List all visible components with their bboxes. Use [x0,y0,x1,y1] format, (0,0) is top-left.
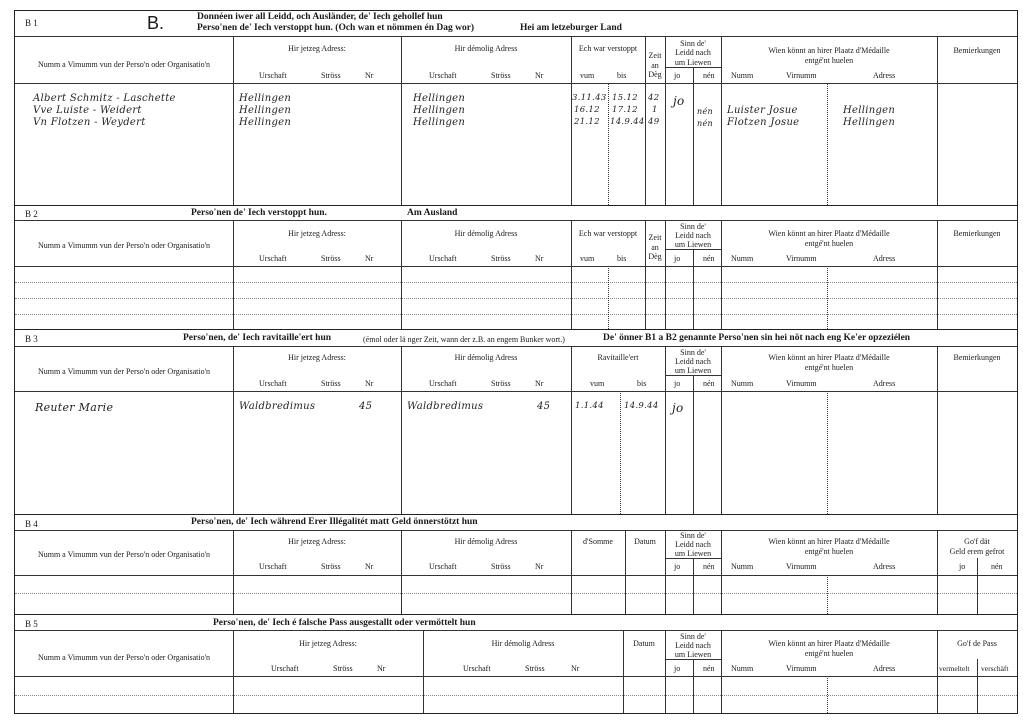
medal-address: Hellingen [843,105,896,116]
section-code: B 5 [25,619,38,629]
alive-yes: jo [673,94,685,108]
former-town: Waldbredimus [407,401,484,412]
section-code: B 4 [25,519,38,529]
section-code: B 1 [25,18,38,28]
current-town: Hellingen [239,93,292,104]
person-name: Reuter Marie [35,401,114,414]
col-alive-header: Sinn de' [680,39,706,48]
col-hidden-header: Ech war verstoppt [578,44,638,53]
col-pass-header: Go'f de Pass [957,639,997,648]
former-town: Hellingen [413,117,466,128]
person-name: Vn Flotzen - Weydert [33,117,146,128]
ravit-from: 1.1.44 [575,401,604,411]
alive-yes: jo [672,401,684,415]
col-ravit-header: Ravitaille'ert [597,353,639,362]
current-town: Waldbredimus [239,401,316,412]
days: 42 [648,93,660,103]
medal-address: Hellingen [843,117,896,128]
col-date-header: Datum [633,639,655,648]
section-b3: B 3 Perso'nen, de' Iech ravitaille'ert hun (émol oder lä nger Zeit, wann der z.B. an engem Bunker wort.) De' önner B1 a B2 genannte Perso'nen sin hei nöt nach eng Ke'er opzeziélen Numm a Vimumm vun der Perso'n oder Organisatio'n Hir jetzeg Adress: Hir démolig Adress Ravitaille'ert Sinn de' Leidd nach um Liewen Wien könnt an hirer Plaatz d'Médaille entgé'nt huelen Bemierkungen Urschaft Ströss Nr Urschaft Ströss Nr vum bis jo nén Numm Virnumm Adress Reuter Marie Waldbredimus 45 Waldbredimus 45 1.1.44 14.9.44 jo [14,330,1018,515]
section-code: B 3 [25,334,38,344]
section-title: Perso'nen, de' Iech während Erer Illégalitét matt Geld önnerstötzt hun [191,517,478,527]
col-name-header: Numm a Vimumm vun der Perso'n oder Organisatio'n [37,241,211,250]
col-name-header: Numm a Vimumm vun der Perso'n oder Organisatio'n [37,550,211,559]
section-title-line2: Perso'nen de' Iech verstoppt hun. (Och wan et nömmen én Dag wor) [197,23,475,33]
person-name: Albert Schmitz - Laschette [33,93,176,104]
section-title: Donnéen iwer all Leidd, och Ausländer, de' Iech gehollef hun [197,12,443,22]
section-title-location: Am Ausland [407,208,458,218]
current-town: Hellingen [239,117,292,128]
alive-no: nén [697,107,713,116]
person-name: Vve Luiste - Weidert [33,105,142,116]
section-b1: B 1 B. Donnéen iwer all Leidd, och Ausländer, de' Iech gehollef hun Perso'nen de' Iech verstoppt hun. (Och wan et nömmen én Dag wor) Hei am letzeburger Land Numm a Vimumm vun der Perso'n oder Organisatio'n Hir jetzeg Adress: Hir démolig Adress Ech war verstoppt Zeit an Dèg Sinn de' Leidd nach um Liewen Wien könnt an hirer Plaatz d'Médaille entgé'nt huelen Bemierkungen Urschaft Ströss Nr Urschaft Ströss Nr vum bis jo nén Numm Virnumm Adress Albert Schmitz - Laschette Hellingen Hellingen 3.11.43 15.12 42 jo Vve Luiste - Weidert Hellingen Hellingen 16.12 17.12 1 nén Luister Josue Hellingen Vn Flotzen - Weydert Hellingen Hellingen 21.12 14.9.44 49 nén Flotzen Josue Hellingen [14,10,1018,206]
section-title: Perso'nen, de' Iech é falsche Pass ausgestallt oder vermöttelt hun [213,618,476,628]
col-date-header: Datum [634,537,656,546]
section-title-instruction: De' önner B1 a B2 genannte Perso'nen sin hei nöt nach eng Ke'er opzeziélen [603,333,911,343]
current-town: Hellingen [239,105,292,116]
col-current-address-header: Hir jetzeg Adress: [288,44,346,53]
section-code: B 2 [25,209,38,219]
former-town: Hellingen [413,105,466,116]
former-town: Hellingen [413,93,466,104]
section-title: Perso'nen de' Iech verstoppt hun. [191,208,327,218]
col-medal-header: Wien könnt an hirer Plaatz d'Médaille [768,46,890,55]
current-nr: 45 [359,401,373,412]
section-title: Perso'nen, de' Iech ravitaille'ert hun [183,333,332,343]
col-name-header: Numm a Vimumm vun der Perso'n oder Organisatio'n [37,653,211,662]
hidden-from: 16.12 [574,105,600,115]
medal-name: Flotzen Josue [727,117,800,128]
hidden-from: 3.11.43 [572,93,607,103]
former-nr: 45 [537,401,551,412]
alive-no: nén [697,119,713,128]
section-b5: B 5 Perso'nen, de' Iech é falsche Pass ausgestallt oder vermöttelt hun Numm a Vimumm vun der Perso'n oder Organisatio'n Hir jetzeg Adress: Hir démolig Adress Datum Sinn de' Leidd nach um Liewen Wien könnt an hirer Plaatz d'Médaille entgé'nt huelen Go'f de Pass Urschaft Ströss Nr Urschaft Ströss Nr jo nén Numm Virnumm Adress vermeltelt verschäft [14,615,1018,714]
ravit-to: 14.9.44 [624,401,659,411]
medal-name: Luister Josue [727,105,798,116]
col-remarks-header: Bemierkungen [953,46,1001,55]
col-time-header: Zeit [648,51,662,60]
days: 49 [648,117,660,127]
hidden-to: 15.12 [612,93,638,103]
days: 1 [652,105,658,115]
section-title-note: (émol oder lä nger Zeit, wann der z.B. an engem Bunker wort.) [363,335,565,344]
col-name-header: Numm a Vimumm vun der Perso'n oder Organisatio'n [37,367,211,376]
hidden-to: 14.9.44 [610,117,645,127]
section-title-location: Hei am letzeburger Land [520,23,622,33]
col-gift-header: Go'f dät [964,537,990,546]
col-sum-header: d'Somme [583,537,613,546]
hidden-to: 17.12 [612,105,638,115]
section-letter: B. [147,13,165,33]
col-former-address-header: Hir démolig Adress [454,44,518,53]
col-name-header: Numm a Vimumm vun der Perso'n oder Organisatio'n [37,60,211,69]
section-b2: B 2 Perso'nen de' Iech verstoppt hun. Am Ausland Numm a Vimumm vun der Perso'n oder Organisatio'n Hir jetzeg Adress: Hir démolig Adress Ech war verstoppt Zeit an Dèg Sinn de' Leidd nach um Liewen Wien könnt an hirer Plaatz d'Médaille entgé'nt huelen Bemierkungen Urschaft Ströss Nr Urschaft Ströss Nr vum bis jo nén Numm Virnumm Adress [14,206,1018,330]
hidden-from: 21.12 [574,117,600,127]
section-b4: B 4 Perso'nen, de' Iech während Erer Illégalitét matt Geld önnerstötzt hun Numm a Vimumm vun der Perso'n oder Organisatio'n Hir jetzeg Adress: Hir démolig Adress d'Somme Datum Sinn de' Leidd nach um Liewen Wien könnt an hirer Plaatz d'Médaille entgé'nt huelen Go'f dät Geld erem gefrot Urschaft Ströss Nr Urschaft Ströss Nr jo nén Numm Virnumm Adress jo nén [14,515,1018,615]
